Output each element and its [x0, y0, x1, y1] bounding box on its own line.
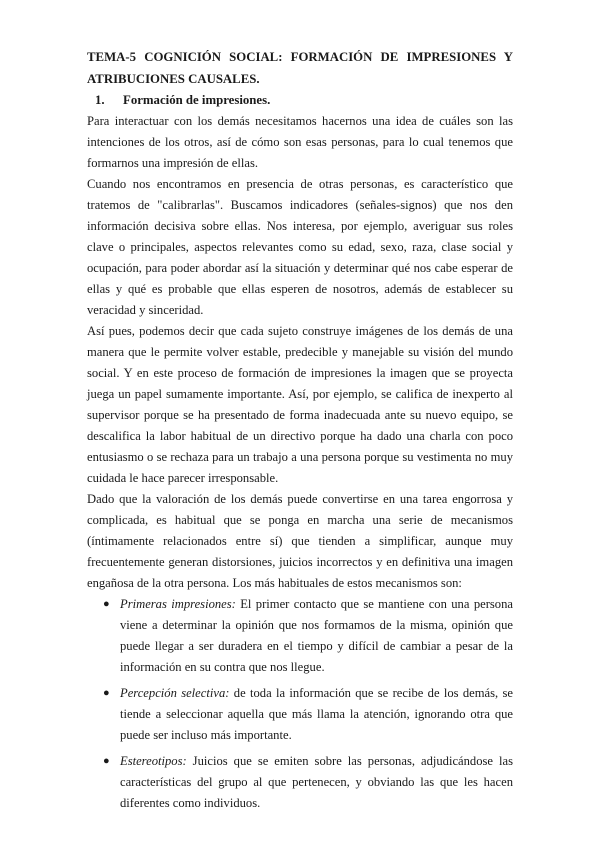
- list-item: [103, 751, 513, 814]
- bullet-icon: ●: [103, 687, 110, 699]
- list-item-term: Percepción selectiva:: [120, 686, 230, 700]
- section-heading: [87, 90, 513, 111]
- list-item-text: Juicios que se emiten sobre las personas, adjudicándose las características del grupo al que pertenecen, y obviando las que les hacen diferentes como individuos.: [120, 754, 513, 810]
- mechanisms-list: [87, 594, 513, 814]
- section-number: 1.: [95, 93, 105, 107]
- list-item-term: Estereotipos:: [120, 754, 187, 768]
- paragraph: Así pues, podemos decir que cada sujeto construye imágenes de los demás de una manera que le permite volver estable, predecible y manejable su visión del mundo social. Y en este proceso de formación de impresiones la imagen que se proyecta juega un papel sumamente importante. Así, por ejemplo, se califica de inexperto al supervisor porque se ha presentado de forma inadecuada ante su nuevo equipo, se descalifica la labor habitual de un directivo porque ha dado una charla con poco entusiasmo o se rechaza para un trabajo a una persona porque su vestimenta no muy cuidada le hace parecer irresponsable.: [87, 324, 513, 485]
- paragraph: Dado que la valoración de los demás puede convertirse en una tarea engorrosa y complicada, es habitual que se ponga en marcha una serie de mecanismos (íntimamente relacionados entre sí) que tienden a simplificar, aunque muy frecuentemente generan distorsiones, juicios incorrectos y en definitiva una imagen engañosa de la otra persona. Los más habituales de estos mecanismos son:: [87, 492, 513, 590]
- document-title: TEMA-5 COGNICIÓN SOCIAL: FORMACIÓN DE IMPRESIONES Y ATRIBUCIONES CAUSALES.: [87, 50, 513, 86]
- list-item: [103, 594, 513, 678]
- bullet-icon: ●: [103, 598, 110, 610]
- list-item-text: de toda la información que se recibe de los demás, se tiende a seleccionar aquella que más llama la atención, ignorando otra que puede ser incluso más importante.: [120, 686, 513, 742]
- bullet-icon: ●: [103, 755, 110, 767]
- list-item-text: El primer contacto que se mantiene con una persona viene a determinar la opinión que nos formamos de la misma, opinión que puede llegar a ser duradera en el tiempo y difícil de cambiar a pesar de la información en su contra que nos llegue.: [120, 597, 513, 674]
- list-item: [103, 683, 513, 746]
- paragraph: Cuando nos encontramos en presencia de otras personas, es característico que tratemos de "calibrarlas". Buscamos indicadores (señales-signos) que nos den información decisiva sobre ellas. Nos interesa, por ejemplo, averiguar sus roles clave o principales, aspectos relevantes como su edad, sexo, raza, clase social y ocupación, para poder abordar así la situación y determinar qué nos cabe esperar de ellas y qué es probable que ellas esperen de nosotros, además de establecer su veracidad y sinceridad.: [87, 177, 513, 317]
- list-item-term: Primeras impresiones:: [120, 597, 236, 611]
- section-title: Formación de impresiones.: [123, 93, 271, 107]
- paragraph: Para interactuar con los demás necesitamos hacernos una idea de cuáles son las intenciones de los otros, así de cómo son esas personas, para lo cual tenemos que formarnos una impresión de ellas.: [87, 114, 513, 170]
